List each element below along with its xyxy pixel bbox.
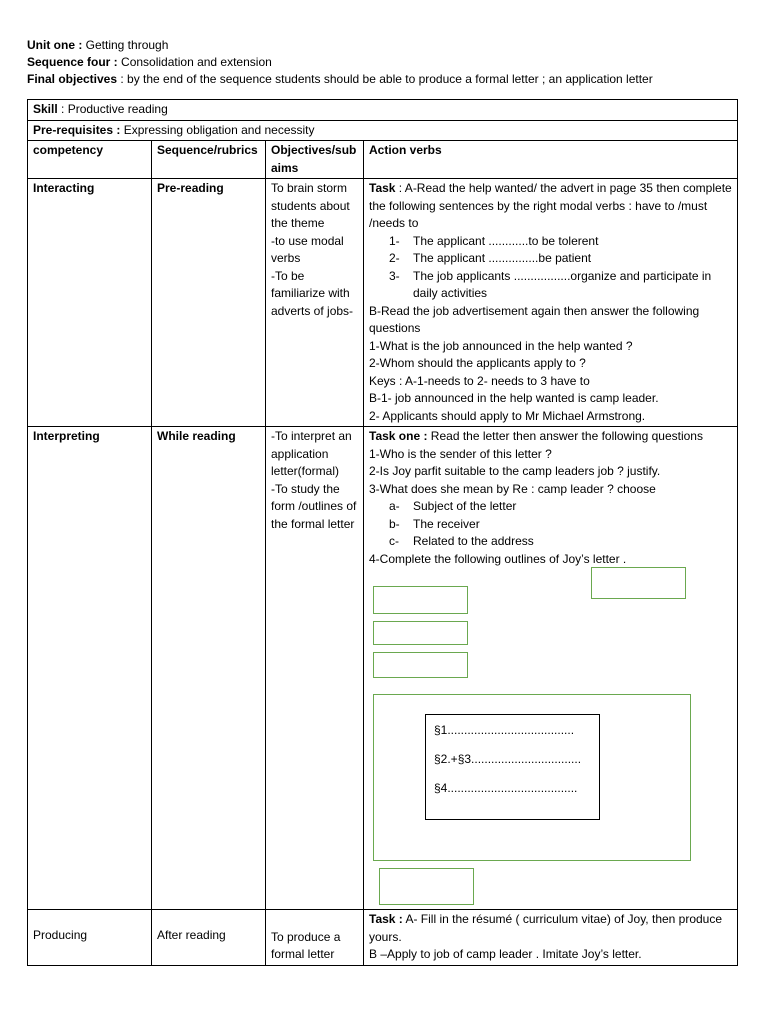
col-header-sequence: Sequence/rubrics (152, 141, 266, 179)
prereq-value: Expressing obligation and necessity (120, 122, 315, 137)
list-letter: a- (389, 499, 400, 513)
text-line: Keys : A-1-needs to 2- needs to 3 have to (369, 373, 590, 388)
sequence-value: Consolidation and extension (117, 55, 272, 69)
objective-line: -To be familiarize with adverts of jobs- (271, 268, 354, 318)
task-intro (369, 180, 732, 233)
objectives-cell: To produce a formal letter (266, 910, 364, 966)
task-intro-text: : A-Read the help wanted/ the advert in page 35 then complete the following sentences by the right modal verbs : have to /must /needs to (369, 181, 732, 230)
list-text: The job applicants .................organize and participate in daily activities (413, 268, 712, 300)
col-header-competency: competency (28, 141, 152, 179)
list-number: 2- (389, 251, 400, 265)
objectives-cell (266, 179, 364, 427)
competency-cell: Interpreting (28, 427, 152, 910)
list-item (369, 250, 732, 268)
outline-box-body (373, 694, 691, 861)
text-line: B-1- job announced in the help wanted is camp leader. (369, 391, 659, 405)
text-line: 3-What does she mean by Re : camp leader ? choose (369, 481, 656, 496)
skill-row (28, 100, 738, 121)
numbered-list (369, 233, 732, 303)
prereq-cell (28, 120, 738, 141)
skill-cell (28, 100, 738, 121)
objectives-label: Final objectives (27, 72, 118, 86)
list-number: 1- (389, 233, 400, 248)
choice-list (369, 498, 732, 551)
skill-value: : Productive reading (57, 102, 168, 116)
task-label: Task : (369, 912, 403, 926)
table-row-producing (28, 910, 738, 966)
list-text: The receiver (413, 516, 480, 531)
list-item (369, 233, 732, 251)
list-text: Subject of the letter (413, 499, 517, 513)
action-verbs-cell (364, 179, 738, 427)
table-row-interpreting (28, 427, 738, 910)
action-verbs-cell (364, 427, 738, 910)
col-header-action-verbs: Action verbs (364, 141, 738, 179)
outline-box-sender-address (591, 567, 686, 599)
outline-box-receiver (373, 586, 468, 614)
list-letter: c- (389, 534, 399, 548)
col-header-objectives: Objectives/sub aims (266, 141, 364, 179)
unit-line (27, 37, 168, 54)
sequence-cell: After reading (152, 910, 266, 966)
text-line: 2- Applicants should apply to Mr Michael Armstrong. (369, 408, 646, 423)
list-item (369, 533, 732, 551)
outline-box-date (373, 621, 468, 645)
text-line: 1-Who is the sender of this letter ? (369, 446, 552, 461)
objectives-line (27, 71, 653, 88)
action-verbs-cell (364, 910, 738, 966)
text-line: B –Apply to job of camp leader . Imitate Joy’s letter. (369, 947, 642, 961)
list-item (369, 516, 732, 534)
objectives-value: : by the end of the sequence students should be able to produce a formal letter ; an application letter (117, 72, 653, 86)
task-label: Task (369, 181, 396, 195)
competency-cell: Producing (28, 910, 152, 966)
text-line: 4-Complete the following outlines of Joy’s letter . (369, 551, 627, 566)
objective-line: To brain storm students about the theme (271, 181, 350, 230)
sequence-cell: Pre-reading (152, 179, 266, 427)
skill-label: Skill (33, 102, 58, 116)
outline-box-signature (379, 868, 474, 905)
prereq-row (28, 120, 738, 141)
unit-label: Unit one : (27, 38, 83, 52)
lesson-plan-table (27, 99, 738, 966)
list-number: 3- (389, 268, 400, 283)
text-line: A- Fill in the résumé ( curriculum vitae) of Joy, then produce yours. (369, 912, 723, 944)
list-text: Related to the address (413, 534, 534, 548)
outline-paragraph-2-3: §2.+§3................................. (434, 752, 582, 766)
text-line: B-Read the job advertisement again then answer the following questions (369, 303, 700, 335)
outline-box-subject (373, 652, 468, 678)
list-item (369, 268, 732, 303)
unit-value: Getting through (82, 38, 169, 52)
objective-line: -To study the form /outlines of the formal letter (271, 481, 357, 531)
task-intro (369, 428, 732, 446)
text-line: 2-Is Joy parfit suitable to the camp leaders job ? justify. (369, 464, 661, 478)
competency-cell: Interacting (28, 179, 152, 427)
text-line: 1-What is the job announced in the help wanted ? (369, 338, 633, 353)
table-row-interacting (28, 179, 738, 427)
task-label: Task one : (369, 429, 428, 443)
sequence-line (27, 54, 272, 71)
objectives-cell (266, 427, 364, 910)
objective-line: -to use modal verbs (271, 233, 344, 265)
list-text: The applicant ...............be patient (413, 251, 592, 265)
list-letter: b- (389, 516, 400, 531)
text-line: 2-Whom should the applicants apply to ? (369, 356, 586, 370)
outline-paragraph-4: §4....................................... (434, 781, 578, 795)
text-line: Read the letter then answer the following questions (427, 429, 703, 443)
column-header-row (28, 141, 738, 179)
sequence-label: Sequence four : (27, 55, 118, 69)
list-text: The applicant ............to be tolerent (413, 233, 599, 248)
sequence-cell: While reading (152, 427, 266, 910)
task-intro (369, 911, 732, 946)
outline-paragraph-1: §1...................................... (434, 723, 575, 737)
outline-paragraph-box (425, 714, 600, 820)
list-item (369, 498, 732, 516)
prereq-label: Pre-requisites : (33, 122, 121, 137)
objective-line: -To interpret an application letter(formal) (271, 429, 352, 478)
